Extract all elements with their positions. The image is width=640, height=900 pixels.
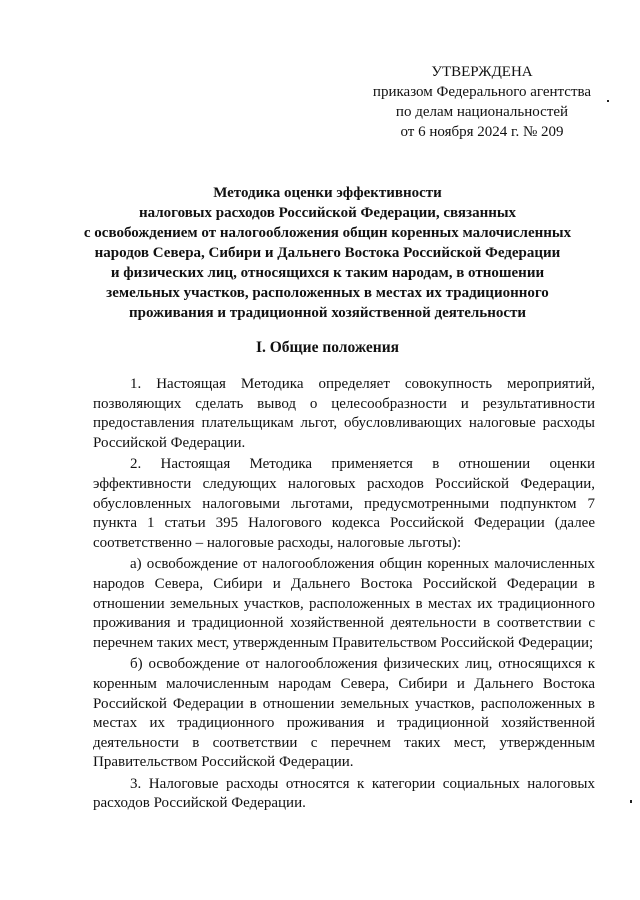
title-line: народов Севера, Сибири и Дальнего Востока Российской Федерации — [94, 245, 561, 261]
approval-line: по делам национальностей — [395, 104, 569, 120]
document-body — [93, 375, 595, 814]
approval-stamp — [372, 62, 592, 142]
paragraph-1: 1. Настоящая Методика определяет совокупность мероприятий, позволяющих сделать вывод о целесообразности и результативности предоставления плательщикам льгот, обусловливающих налоговые расходы Российской Федерации. — [93, 376, 595, 451]
title-line: налоговых расходов Российской Федерации, связанных — [138, 205, 517, 221]
scan-speck — [607, 100, 609, 102]
paragraph-2a: а) освобождение от налогообложения общин коренных малочисленных народов Севера, Сибири и Дальнего Востока Российской Федерации в отношении земельных участков, расположенных в местах их традиционного проживания и традиционной хозяйственной деятельности в соответствии с перечнем таких мест, утвержденным Правительством Российской Федерации; — [93, 556, 595, 651]
approval-line: приказом Федерального агентства — [372, 84, 592, 100]
approval-line: УТВЕРЖДЕНА — [431, 64, 533, 80]
paragraph-2: 2. Настоящая Методика применяется в отношении оценки эффективности следующих налоговых расходов Российской Федерации, обусловленных налоговыми льготами, предусмотренными подпунктом 7 пункта 1 статьи 395 Налогового кодекса Российской Федерации (далее соответственно – налоговые расходы, налоговые льготы): — [93, 456, 595, 551]
section-heading: I. Общие положения — [255, 339, 400, 356]
paragraph-2b: б) освобождение от налогообложения физических лиц, относящихся к коренным малочисленным народам Севера, Сибири и Дальнего Востока Российской Федерации в отношении земельных участков, расположенных в местах их традиционного проживания и традиционной хозяйственной деятельности в соответствии с перечнем таких мест, утвержденным Правительством Российской Федерации. — [93, 656, 595, 771]
title-line: Методика оценки эффективности — [213, 185, 442, 201]
title-line: проживания и традиционной хозяйственной деятельности — [128, 305, 527, 321]
scan-speck — [630, 800, 632, 803]
approval-line: от 6 ноября 2024 г. № 209 — [400, 124, 564, 140]
title-line: и физических лиц, относящихся к таким народам, в отношении — [110, 265, 545, 281]
paragraph-3: 3. Налоговые расходы относятся к категории социальных налоговых расходов Российской Федерации. — [93, 775, 595, 812]
document-title — [60, 183, 595, 323]
title-line: с освобождением от налогообложения общин коренных малочисленных — [83, 225, 572, 241]
title-line: земельных участков, расположенных в местах их традиционного — [106, 285, 549, 301]
